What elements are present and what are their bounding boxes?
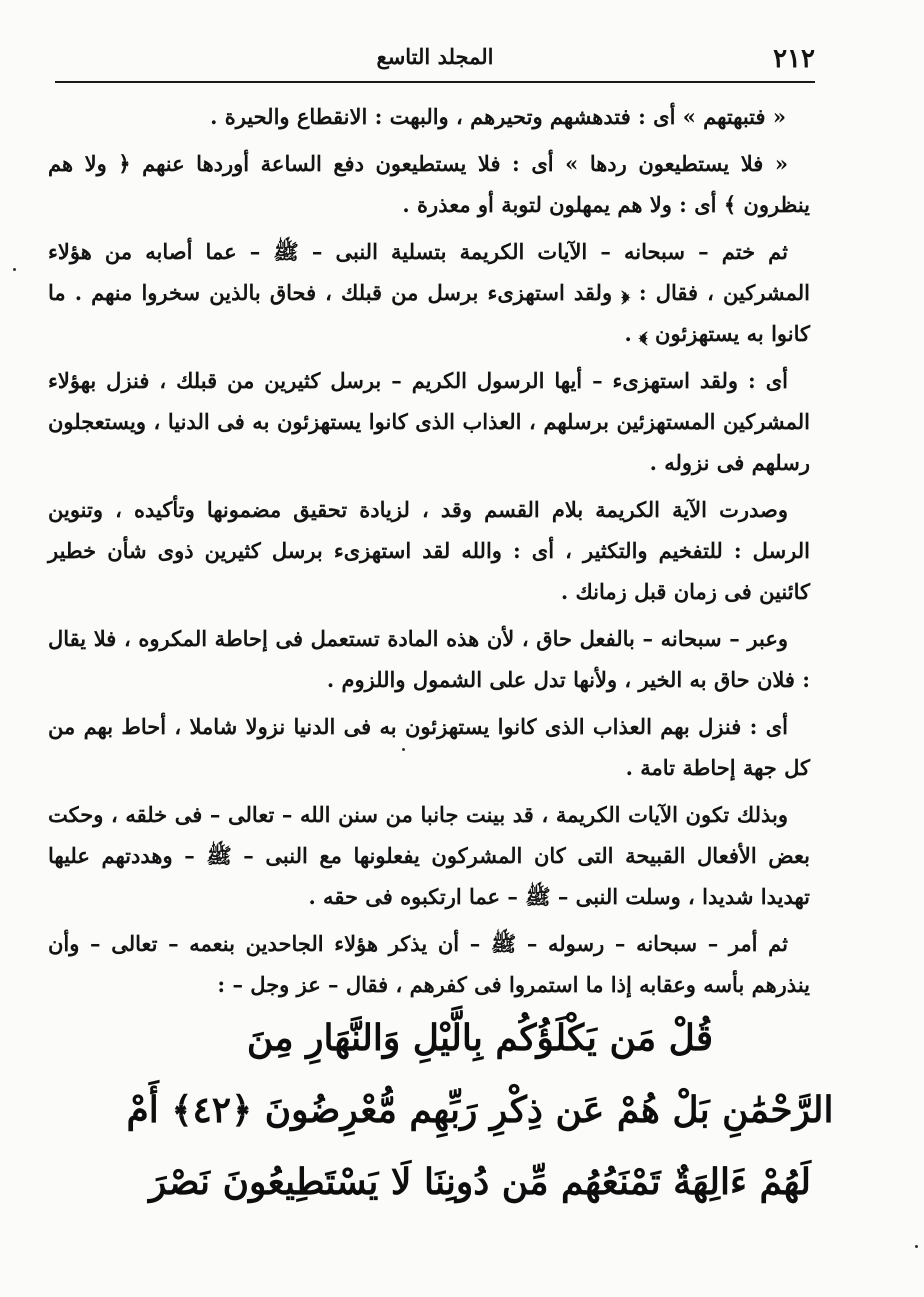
body-text (48, 96, 810, 1011)
paragraph: أى : فنزل بهم العذاب الذى كانوا يستهزئون به فى الدنيا نزولا شاملا ، أحاط بهم من كل جهة إحاطة تامة . (48, 714, 810, 780)
page-number: ٢١٢ (773, 44, 815, 74)
paragraph: وصدرت الآية الكريمة بلام القسم وقد ، لزيادة تحقيق مضمونها وتأكيده ، وتنوين الرسل : للتفخيم والتكثير ، أى : والله لقد استهزىء برسل كثيرين ذوى شأن خطير كائنين فى زمان قبل زمانك . (48, 497, 810, 604)
paragraph: وعبر – سبحانه – بالفعل حاق ، لأن هذه المادة تستعمل فى إحاطة المكروه ، فلا يقال : فلان حاق به الخير ، ولأنها تدل على الشمول واللزوم . (48, 626, 810, 692)
running-title: المجلد التاسع (376, 44, 494, 69)
print-speck (915, 1245, 918, 1248)
paragraph: ثم ختم – سبحانه – الآيات الكريمة بتسلية النبى – ﷺ – عما أصابه من هؤلاء المشركين ، فقال : ﴿ ولقد استهزىء برسل من قبلك ، فحاق بالذين سخروا منهم . ما كانوا به يستهزئون ﴾ . (48, 239, 810, 346)
print-speck (13, 268, 16, 271)
paragraph: « فلا يستطيعون ردها » أى : فلا يستطيعون دفع الساعة أوردها عنهم ﴿ ولا هم ينظرون ﴾ أى : ولا هم يمهلون لتوبة أو معذرة . (48, 151, 810, 217)
paragraph: « فتبهتهم » أى : فتدهشهم وتحيرهم ، والبهت : الانقطاع والحيرة . (210, 104, 786, 129)
quran-verse (120, 1002, 840, 1218)
verse-line: لَهُمْ ءَالِهَةٌ تَمْنَعُهُم مِّن دُونِنَا لَا يَسْتَطِيعُونَ نَصْرَ (148, 1161, 812, 1203)
verse-line: قُلْ مَن يَكْلَؤُكُم بِالَّيْلِ وَالنَّهَارِ مِنَ (246, 1017, 714, 1059)
paragraph: ثم أمر – سبحانه – رسوله – ﷺ – أن يذكر هؤلاء الجاحدين بنعمه – تعالى – وأن ينذرهم بأسه وعقابه إذا ما استمروا فى كفرهم ، فقال – عز وجل – : (48, 931, 810, 997)
page-header (55, 38, 815, 82)
paragraph: وبذلك تكون الآيات الكريمة ، قد بينت جانبا من سنن الله – تعالى – فى خلقه ، وحكت بعض الأفعال القبيحة التى كان المشركون يفعلونها مع النبى – ﷺ – وهددتهم عليها تهديدا شديدا ، وسلت النبى – ﷺ – عما ارتكبوه فى حقه . (48, 802, 810, 909)
paragraph: أى : ولقد استهزىء – أيها الرسول الكريم – برسل كثيرين من قبلك ، فنزل بهؤلاء المشركين المستهزئين برسلهم ، العذاب الذى كانوا يستهزئون به فى الدنيا ، ويستعجلون رسلهم فى نزوله . (48, 368, 810, 475)
print-speck (402, 748, 405, 751)
verse-line: الرَّحْمَٰنِ بَلْ هُمْ عَن ذِكْرِ رَبِّهِم مُّعْرِضُونَ ﴿٤٢﴾ أَمْ (126, 1089, 834, 1131)
header-rule (55, 81, 815, 83)
